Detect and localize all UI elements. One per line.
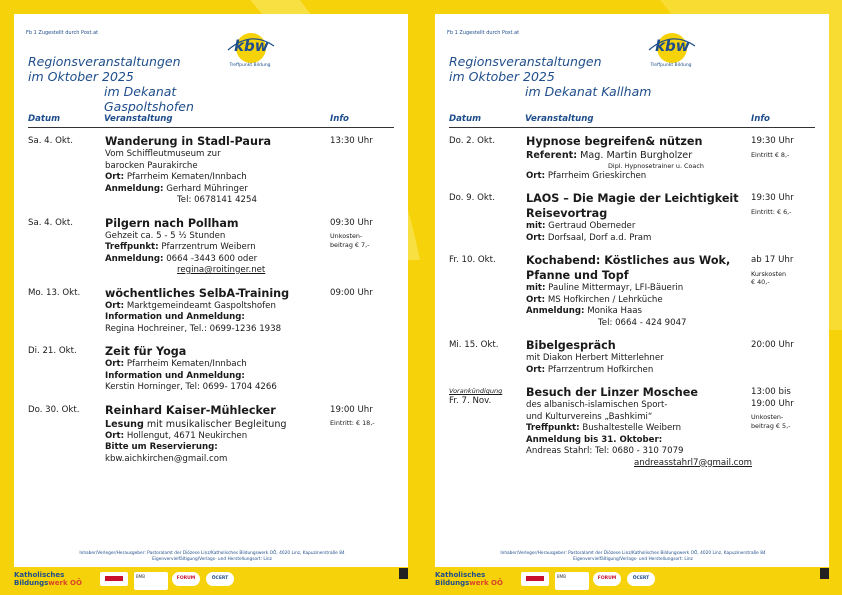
line-text: Bushaltestelle Weibern (579, 423, 682, 433)
sponsor-logo-red (100, 572, 128, 586)
event-line (105, 324, 330, 336)
line-label: Ort: (105, 359, 125, 369)
line-text: Gertraud Oberneder (545, 221, 636, 231)
kbw-logo-text: kbw (655, 37, 690, 55)
event-time: 09:00 Uhr (330, 287, 373, 298)
line-label: Referent: (526, 150, 578, 161)
event-info (751, 193, 817, 216)
event-title: Zeit für Yoga (105, 345, 187, 358)
event-fee: Unkosten- beitrag € 5,- (751, 413, 791, 430)
event-row (449, 338, 815, 376)
kbw-logo-text: kbw (234, 37, 269, 55)
event-line (526, 306, 751, 318)
delivery-note: Fb 1 Zugestellt durch Post.at (26, 30, 99, 36)
event-line (526, 365, 751, 377)
line-text: kbw.aichkirchen@gmail.com (105, 453, 228, 464)
line-label: Ort: (526, 170, 546, 181)
event-line (105, 418, 330, 431)
logo-subtitle: Treffpunkt Bildung (229, 63, 271, 68)
line-text: Vom Schiffleutmuseum zur (105, 149, 221, 159)
sponsor-red-mark (105, 576, 123, 581)
event-info (751, 255, 817, 287)
event-date-text: Mi. 15. Okt. (449, 340, 499, 350)
event-line (105, 254, 330, 266)
kbw-line-1: Katholisches (435, 571, 486, 579)
event-date-text: Di. 21. Okt. (28, 346, 77, 356)
sponsor-strip (435, 567, 829, 595)
event-row (28, 216, 394, 277)
event-date (28, 346, 106, 357)
event-line (105, 149, 330, 161)
email-link[interactable]: andreasstahrl7@gmail.com (634, 457, 753, 468)
event-info (330, 288, 396, 300)
event-list (28, 134, 394, 474)
line-label: Treffpunkt: (526, 423, 580, 433)
event-date (28, 405, 106, 416)
event-time: ab 17 Uhr (751, 255, 794, 265)
line-text: Monika Haas (584, 306, 643, 316)
title-line: Regionsveranstaltungen (449, 54, 602, 69)
event-time: 13:00 bis 19:00 Uhr (751, 387, 794, 409)
event-time: 19:30 Uhr (751, 193, 794, 203)
line-text: Pfarrzentrum Weibern (158, 242, 256, 252)
line-label: Information und Anmeldung: (105, 370, 245, 381)
event-date-text: Do. 30. Okt. (28, 404, 80, 415)
event-line (526, 233, 751, 245)
event-line (526, 149, 751, 162)
sponsor-logo-red (521, 572, 549, 586)
line-text: Pauline Mittermayr, LFI-Bäuerin (545, 283, 684, 293)
event-line (105, 195, 330, 207)
line-text: Dipl. Hypnosetrainer u. Coach (608, 162, 704, 170)
event-info (751, 387, 817, 430)
preannouncement-label: Vorankündigung (449, 387, 503, 395)
line-label: Ort: (105, 430, 125, 441)
title-line: im Dekanat Kallham (525, 84, 652, 99)
event-details (105, 216, 330, 277)
line-label: Ort: (105, 172, 125, 182)
event-line (105, 161, 330, 173)
line-label: mit: (526, 221, 546, 231)
header-datum: Datum (28, 114, 61, 124)
kbw-line-2a: Bildungs (435, 579, 470, 587)
event-line (105, 312, 330, 324)
event-title: Kochabend: Köstliches aus Wok, (526, 254, 731, 267)
event-title: Wanderung in Stadl-Paura (105, 135, 272, 148)
kbw-line-2 (14, 579, 82, 587)
event-line (526, 283, 751, 295)
event-title: Reinhard Kaiser-Mühlecker (105, 403, 276, 417)
line-text: Andreas Stahrl: Tel: 0680 - 310 7079 (526, 446, 684, 456)
event-line (105, 454, 330, 466)
line-text: Regina Hochreiner, Tel.: 0699-1236 1938 (105, 323, 282, 334)
logo-subtitle: Treffpunkt Bildung (650, 63, 692, 68)
event-line (526, 295, 751, 307)
event-date (449, 136, 527, 147)
event-time: 19:30 Uhr (751, 136, 794, 146)
header-info: Info (751, 114, 770, 124)
kbw-line-2b: werk OÖ (48, 579, 82, 587)
line-label: Anmeldung: (105, 183, 164, 194)
event-title: Hypnose begreifen& nützen (526, 135, 703, 148)
line-text: barocken Paurakirche (105, 160, 198, 171)
line-label: Ort: (526, 232, 546, 243)
line-text: mit musikalischer Begleitung (143, 418, 287, 430)
kbw-line-2 (435, 579, 503, 587)
imprint-line: Eigenvervielfältigung/Verlags- und Herstellungsort: Linz (152, 556, 272, 562)
event-row (28, 286, 394, 336)
delivery-note: Fb 1 Zugestellt durch Post.at (447, 30, 520, 36)
event-line (105, 242, 330, 254)
event-details (105, 344, 330, 394)
flyer-page-1 (14, 14, 408, 567)
event-line (526, 423, 751, 435)
event-line (105, 301, 330, 313)
event-details (526, 385, 751, 469)
event-date (449, 255, 527, 266)
line-text: Pfarrheim Grieskirchen (545, 170, 647, 181)
sponsor-strip (14, 567, 408, 595)
imprint-line: Eigenvervielfältigung/Verlags- und Herstellungsort: Linz (573, 556, 693, 562)
event-date-text: Fr. 10. Okt. (449, 255, 496, 265)
event-time: 20:00 Uhr (751, 340, 794, 350)
event-fee: Eintritt € 8,- (751, 150, 790, 159)
sponsor-red-mark (526, 576, 544, 581)
sponsor-bmb: BMB (555, 572, 589, 590)
header-info: Info (330, 114, 349, 124)
event-time: 19:00 Uhr (330, 404, 373, 415)
sponsor-bmb: BMB (134, 572, 168, 590)
event-subtitle: Pfanne und Topf (526, 269, 629, 282)
line-text: Marktgemeindeamt Gaspoltshofen (124, 300, 276, 311)
event-fee: Kurskosten € 40,- (751, 269, 787, 286)
event-line (526, 318, 751, 330)
event-title: Pilgern nach Pollham (105, 216, 239, 230)
line-text: Pfarrzentrum Hofkirchen (545, 364, 654, 375)
title-line: Regionsveranstaltungen (28, 54, 181, 69)
title-line: im Oktober 2025 (28, 69, 134, 84)
event-time: 13:30 Uhr (330, 136, 373, 146)
line-label: Anmeldung: (105, 253, 164, 264)
column-headers (449, 114, 815, 128)
event-title: LAOS – Die Magie der Leichtigkeit (526, 192, 739, 205)
event-fee: Eintritt: € 6,- (751, 207, 792, 216)
event-list (449, 134, 815, 478)
event-date-text: Sa. 4. Okt. (28, 217, 73, 228)
imprint-footer (455, 551, 811, 562)
event-line (526, 221, 751, 233)
event-date-text: Fr. 7. Nov. (449, 396, 492, 406)
event-details (105, 134, 330, 207)
event-date (28, 136, 106, 147)
event-time: 09:30 Uhr (330, 217, 373, 228)
event-details (105, 403, 330, 466)
sponsor-forum: FORUM (172, 572, 200, 586)
event-row (28, 134, 394, 207)
event-info (751, 136, 817, 159)
event-line (526, 446, 751, 458)
event-title: Bibelgespräch (526, 339, 616, 352)
event-date-text: Do. 9. Okt. (449, 193, 495, 203)
line-label: Ort: (526, 364, 546, 375)
event-date-text: Mo. 13. Okt. (28, 287, 81, 298)
line-label: Treffpunkt: (105, 242, 159, 252)
email-link[interactable]: regina@roitinger.net (177, 265, 266, 275)
event-row (449, 385, 815, 469)
line-text: Mag. Martin Burgholzer (577, 150, 693, 161)
imprint-line: Inhaber/Verleger/Herausgeber: Pastoralamt der Diözese Linz/Katholisches Bildungswerk OÖ, 4020 Linz, Kapuzinerstraße 84 (500, 551, 766, 556)
event-date (449, 340, 527, 351)
event-details (526, 253, 751, 329)
kbw-line-1: Katholisches (14, 571, 65, 579)
event-details (526, 134, 751, 182)
line-text: Gehzeit ca. 5 - 5 ½ Stunden (105, 230, 226, 241)
event-line (105, 265, 330, 277)
event-line (526, 412, 751, 424)
event-line (526, 162, 751, 171)
line-text: Pfarrheim Kematen/Innbach (124, 172, 247, 182)
event-line (526, 353, 751, 365)
event-row (28, 403, 394, 466)
line-text: Kerstin Horninger, Tel: 0699- 1704 4266 (105, 382, 277, 392)
event-details (105, 286, 330, 336)
event-row (449, 191, 815, 244)
line-label: Ort: (526, 294, 546, 305)
kbw-line-2a: Bildungs (14, 579, 49, 587)
line-text: und Kulturvereins „Bashkimi“ (526, 411, 653, 422)
kbw-oo-logo (435, 571, 503, 587)
event-info (330, 405, 396, 428)
event-row (449, 253, 815, 329)
event-line (105, 382, 330, 394)
event-date (449, 387, 527, 407)
diocese-emblem (399, 568, 408, 579)
event-line (105, 359, 330, 371)
line-text: MS Hofkirchen / Lehrküche (545, 294, 663, 305)
flyer-title (449, 54, 689, 99)
event-date-text: Sa. 4. Okt. (28, 136, 73, 146)
event-date (449, 193, 527, 204)
event-title: wöchentliches SelbA-Training (105, 286, 290, 300)
line-text: Hollengut, 4671 Neukirchen (124, 430, 248, 441)
column-headers (28, 114, 394, 128)
event-line (526, 400, 751, 412)
line-label: Lesung (105, 418, 144, 430)
event-line (526, 171, 751, 183)
title-line: im Dekanat Gaspoltshofen (104, 84, 194, 114)
line-text: Tel: 0678141 4254 (177, 195, 257, 205)
event-line (526, 458, 751, 470)
kbw-line-2b: werk OÖ (469, 579, 503, 587)
line-text: Tel: 0664 - 424 9047 (598, 317, 687, 328)
event-line (105, 431, 330, 443)
line-label: Anmeldung bis 31. Oktober: (526, 434, 663, 445)
sponsor-forum: FORUM (593, 572, 621, 586)
line-label: Ort: (105, 300, 125, 311)
event-title: Besuch der Linzer Moschee (526, 386, 698, 399)
header-veranstaltung: Veranstaltung (104, 114, 173, 124)
flyer-page-2 (435, 14, 829, 567)
event-info (751, 340, 817, 352)
event-line (105, 442, 330, 454)
event-row (28, 344, 394, 394)
event-info (330, 136, 396, 148)
header-datum: Datum (449, 114, 482, 124)
event-fee: Eintritt: € 18,- (330, 419, 375, 427)
event-line (526, 435, 751, 447)
event-date (28, 288, 106, 299)
flyer-title (28, 54, 268, 114)
line-label: Information und Anmeldung: (105, 312, 245, 322)
line-text: 0664 -3443 600 oder (163, 253, 258, 264)
event-fee: Unkosten- beitrag € 7,- (330, 232, 370, 249)
diocese-emblem (820, 568, 829, 579)
imprint-line: Inhaber/Verleger/Herausgeber: Pastoralamt der Diözese Linz/Katholisches Bildungswerk OÖ, 4020 Linz, Kapuzinerstraße 84 (79, 551, 345, 556)
line-text: Pfarrheim Kematen/Innbach (124, 359, 247, 369)
event-details (526, 338, 751, 376)
line-text: mit Diakon Herbert Mitterlehner (526, 353, 664, 363)
event-line (105, 231, 330, 243)
event-line (105, 371, 330, 383)
title-line: im Oktober 2025 (449, 69, 555, 84)
line-text: Dorfsaal, Dorf a.d. Pram (545, 232, 652, 243)
line-label: Anmeldung: (526, 306, 585, 316)
event-date-text: Do. 2. Okt. (449, 136, 495, 146)
line-text: des albanisch-islamischen Sport- (526, 400, 668, 410)
event-line (105, 184, 330, 196)
event-subtitle: Reisevortrag (526, 207, 608, 220)
event-date (28, 218, 106, 229)
header-veranstaltung: Veranstaltung (525, 114, 594, 124)
event-row (449, 134, 815, 182)
line-label: mit: (526, 283, 546, 293)
line-label: Bitte um Reservierung: (105, 442, 218, 452)
sponsor-oecert: ÖCERT (206, 572, 234, 586)
sponsor-oecert: ÖCERT (627, 572, 655, 586)
event-details (526, 191, 751, 244)
line-text: Gerhard Mühringer (163, 183, 248, 194)
kbw-oo-logo (14, 571, 82, 587)
event-line (105, 172, 330, 184)
imprint-footer (34, 551, 390, 562)
event-info (330, 218, 396, 250)
